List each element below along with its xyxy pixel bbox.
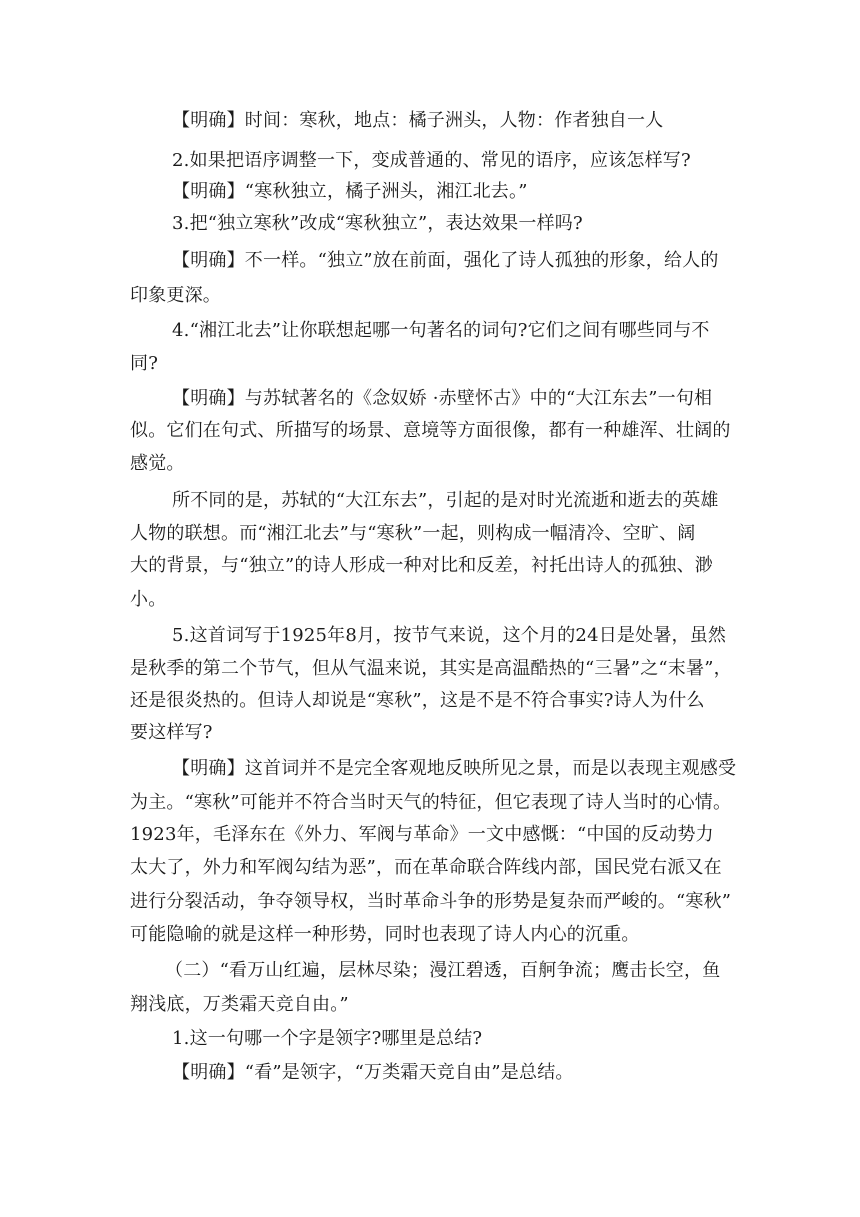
question-2: 2.如果把语序调整一下，变成普通的、常见的语序，应该怎样写?	[172, 150, 691, 171]
difference-line-4: 小。	[130, 589, 167, 610]
answer-3-line-1: 【明确】不一样。“独立”放在前面，强化了诗人孤独的形象，给人的	[172, 250, 719, 271]
section-2-quote-line-1: （二）“看万山红遍，层林尽染；漫江碧透，百舸争流；鹰击长空，鱼	[165, 960, 721, 981]
answer-5-line-4: 太大了，外力和军阀勾结为恶”，而在革命联合阵线内部，国民党右派又在	[130, 857, 722, 878]
question-4-line-1: 4.“湘江北去”让你联想起哪一句著名的词句?它们之间有哪些同与不	[172, 320, 710, 341]
difference-line-1: 所不同的是，苏轼的“大江东去”，引起的是对时光流逝和逝去的英雄	[172, 490, 719, 511]
answer-5-line-1: 【明确】这首词并不是完全客观地反映所见之景，而是以表现主观感受	[172, 758, 737, 779]
question-5-line-2: 是秋季的第二个节气，但从气温来说，其实是高温酷热的“三暑”之“末暑”，	[130, 658, 732, 679]
question-4-line-2: 同?	[130, 353, 159, 374]
answer-5-line-3: 1923年，毛泽东在《外力、军阀与革命》一文中感慨：“中国的反动势力	[130, 824, 714, 845]
answer-5-line-5: 进行分裂活动，争夺领导权，当时革命斗争的形势是复杂而严峻的。“寒秋”	[130, 891, 732, 912]
answer-4-line-3: 感觉。	[130, 453, 185, 474]
difference-line-3: 大的背景，与“独立”的诗人形成一种对比和反差，衬托出诗人的孤独、渺	[130, 555, 714, 576]
answer-5-line-2: 为主。“寒秋”可能并不符合当时天气的特征，但它表现了诗人当时的心情。	[130, 792, 732, 813]
question-5-line-4: 要这样写?	[130, 722, 213, 743]
question-3: 3.把“独立寒秋”改成“寒秋独立”，表达效果一样吗?	[172, 213, 583, 234]
answer-5-line-6: 可能隐喻的就是这样一种形势，同时也表现了诗人内心的沉重。	[130, 924, 640, 945]
difference-line-2: 人物的联想。而“湘江北去”与“寒秋”一起，则构成一幅清冷、空旷、阔	[130, 523, 696, 544]
answer-line-1: 【明确】时间：寒秋，地点：橘子洲头，人物：作者独自一人	[172, 110, 664, 131]
answer-4-line-1: 【明确】与苏轼著名的《念奴娇 ·赤壁怀古》中的“大江东去”一句相	[172, 388, 713, 409]
answer-4-line-2: 似。它们在句式、所描写的场景、意境等方面很像，都有一种雄浑、壮阔的	[130, 420, 731, 441]
section-2-quote-line-2: 翔浅底，万类霜天竞自由。”	[130, 994, 349, 1015]
answer-3-line-2: 印象更深。	[130, 285, 221, 306]
question-5-line-3: 还是很炎热的。但诗人却说是“寒秋”，这是不是不符合事实?诗人为什么	[130, 690, 705, 711]
question-5-line-1: 5.这首词写于1925年8月，按节气来说，这个月的24日是处暑，虽然	[172, 625, 727, 646]
section-2-answer-1: 【明确】“看”是领字，“万类霜天竞自由”是总结。	[172, 1062, 574, 1083]
section-2-question-1: 1.这一句哪一个字是领字?哪里是总结?	[172, 1028, 483, 1049]
answer-line-2: 【明确】“寒秋独立，橘子洲头，湘江北去。”	[172, 181, 528, 202]
